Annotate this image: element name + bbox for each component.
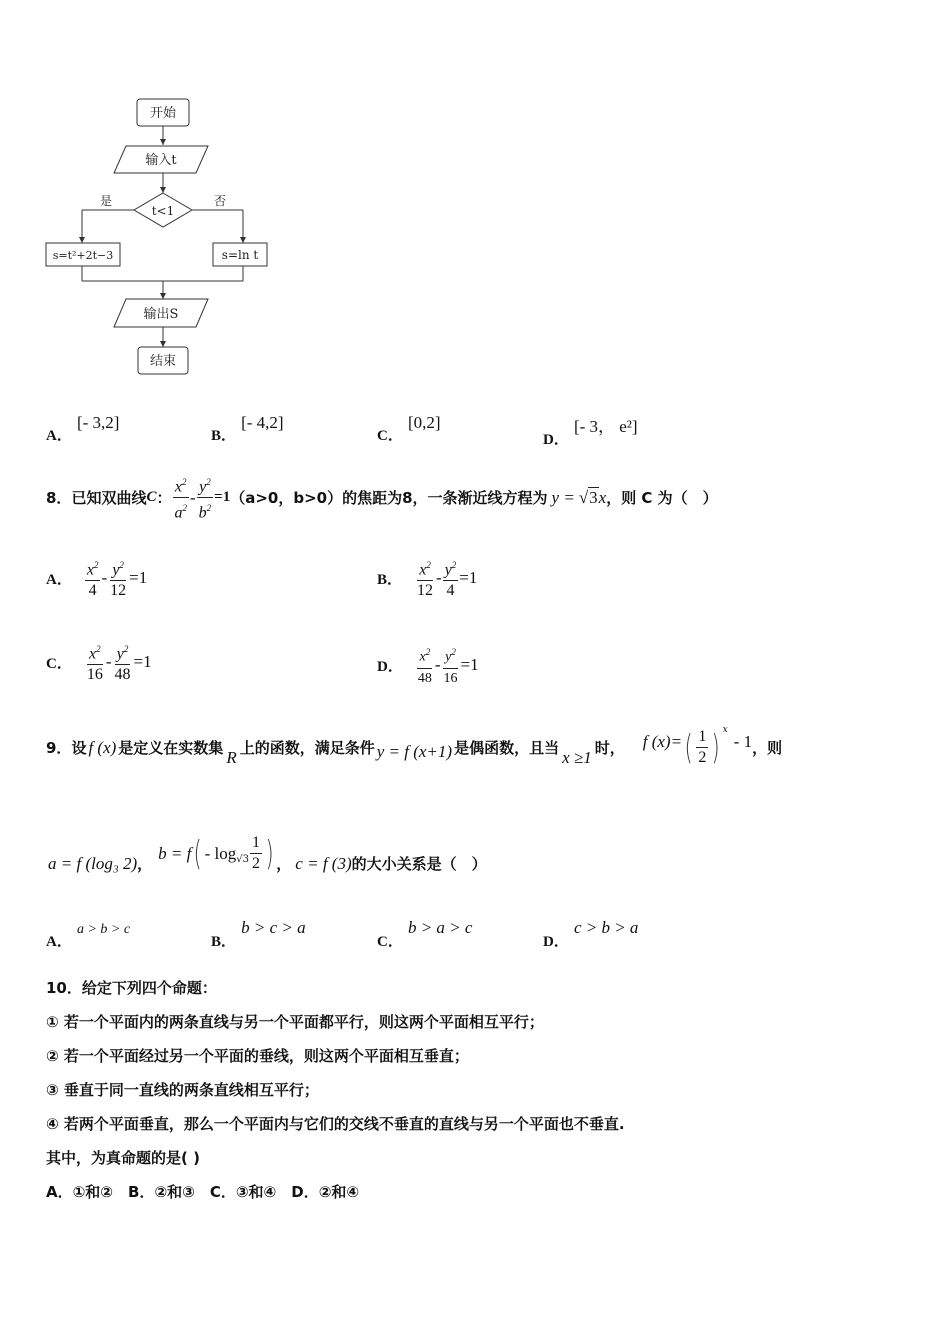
flowchart xyxy=(40,95,280,385)
option-label: C． xyxy=(46,655,72,672)
q9-text-3: 上的函数，满足条件 xyxy=(239,739,375,757)
q9-condition: y = f (x+1) xyxy=(376,741,453,761)
q8-asym-radicand: 3 xyxy=(589,488,598,508)
option-denominator-b: 48 xyxy=(114,666,131,684)
q8-text-pre: 已知双曲线 xyxy=(71,489,147,508)
q9-option-d xyxy=(543,917,639,950)
option-denominator-b: 4 xyxy=(446,582,455,600)
q9-a-def: a = f (log₃ 2) xyxy=(48,853,138,873)
option-label: B． xyxy=(211,934,237,950)
q9-text-5: 时， xyxy=(594,739,625,757)
q8-stem: 8． 已知双曲线 C ： $\frac{x^2}{a^2}$ - $\frac{y^2}{b^2}$ =1 （a>0，b>0）的焦距为8，一条渐近线方程为 y = √ 3 x ，则 C 为（ ） xyxy=(46,472,718,524)
q9-text-4: 是偶函数，且当 xyxy=(454,739,560,757)
q9-text-7: 的大小关系是（ ） xyxy=(351,855,487,873)
option-value: a > b > c xyxy=(76,922,131,937)
q8-eq-rhs: =1 xyxy=(214,489,231,506)
q8-conditions: （a>0，b>0）的焦距为8，一条渐近线方程为 xyxy=(230,489,548,508)
q9-stem-line2: a = f (log₃ 2) ， b = f ( - log $_{√3}$ $\frac{1}{2}$ ) ， c = f (3) 的大小关系是（ ） xyxy=(48,833,487,874)
q7-option-b xyxy=(211,412,284,444)
q7-option-c xyxy=(377,412,441,444)
q8-option-a: A． $\frac{x^2}{4}$ - $\frac{y^2}{12}$ =1 xyxy=(46,555,147,601)
q9-c-def: c = f (3) xyxy=(295,853,352,873)
option-value: [- 3， e²] xyxy=(573,417,638,436)
q9-option-c xyxy=(377,917,473,950)
flow-left-text: s=t²+2t−3 xyxy=(52,249,114,262)
q8-colon: ： xyxy=(156,489,172,508)
q9-def-num: 1 xyxy=(696,727,708,748)
option-label: B． xyxy=(377,571,403,588)
q9-stem-line1: 9． 设 f (x) 是定义在实数集 R 上的函数，满足条件 y = f (x+1) 是偶函数，且当 x ≥1 时， f (x)= ( $\frac{1}{2}$ ) $^x$ - 1 ，则 xyxy=(46,724,783,768)
option-denominator-a: 12 xyxy=(417,582,434,600)
option-value: [- 4,2] xyxy=(241,413,284,432)
q9-comma: ， xyxy=(276,855,292,873)
q9-b-sub: √3 xyxy=(236,854,250,865)
q8-asym-lhs: y = xyxy=(551,487,575,507)
q10-item-3: ③ 垂直于同一直线的两条直线相互平行； xyxy=(46,1081,319,1099)
q9-b-den: 2 xyxy=(252,855,261,872)
q7-option-d xyxy=(543,412,638,448)
flow-start-text: 开始 xyxy=(149,106,177,121)
q9-text-6: ，则 xyxy=(752,739,783,757)
option-label: D． xyxy=(377,658,403,675)
q9-text-2: 是定义在实数集 xyxy=(118,739,224,757)
q8-asym-x: x xyxy=(598,487,607,507)
q9-def-exp: x xyxy=(722,724,728,735)
q9-def-den: 2 xyxy=(698,749,707,766)
q10-title: 10．给定下列四个命题： xyxy=(46,979,217,997)
q8-frac-x: $\frac{x^2}{a^2}$ xyxy=(172,472,189,524)
q8-curve-name: C xyxy=(146,489,157,506)
option-label: C． xyxy=(377,934,403,950)
q9-R: R xyxy=(226,747,237,767)
q8-tail: ，则 C 为（ ） xyxy=(606,489,718,508)
flow-yes-text: 是 xyxy=(99,194,113,208)
q9-def-lhs: f (x)= xyxy=(642,731,683,751)
option-label: A． xyxy=(46,571,72,588)
q10-item-1: ① 若一个平面内的两条直线与另一个平面都平行，则这两个平面相互平行； xyxy=(46,1013,544,1031)
q9-fx: f (x) xyxy=(88,737,117,757)
flow-right-text: s=ln t xyxy=(221,248,259,262)
option-value: [0,2] xyxy=(407,413,441,432)
q10-question: 其中，为真命题的是( ) xyxy=(46,1149,200,1167)
flow-condition-text: t<1 xyxy=(151,204,175,218)
option-denominator-a: 48 xyxy=(417,670,432,686)
option-denominator-b: 12 xyxy=(110,582,127,600)
option-label: C． xyxy=(377,428,403,444)
option-denominator-a: 4 xyxy=(88,582,97,600)
option-denominator-b: 16 xyxy=(443,670,458,686)
q9-x-ge-1: x ≥1 xyxy=(562,747,592,767)
option-value: [- 3,2] xyxy=(76,413,120,432)
option-label: B． xyxy=(211,428,237,444)
q10-item-2: ② 若一个平面经过另一个平面的垂线，则这两个平面相互垂直； xyxy=(46,1047,469,1065)
option-label: A． xyxy=(46,428,72,444)
q10-answers: A．①和② B．②和③ C．③和④ D．②和④ xyxy=(46,1183,360,1201)
q8-number: 8． xyxy=(46,489,72,508)
flow-input-text: 输入t xyxy=(145,153,177,168)
q9-b-mid: - log xyxy=(204,843,237,863)
option-value: c > b > a xyxy=(573,918,639,937)
option-label: D． xyxy=(543,934,569,950)
option-value: b > a > c xyxy=(407,918,473,937)
option-label: A． xyxy=(46,934,72,950)
q9-comma: ， xyxy=(137,855,153,873)
q8-frac-y: $\frac{y^2}{b^2}$ xyxy=(197,472,214,524)
q8-option-c: C． $\frac{x^2}{16}$ - $\frac{y^2}{48}$ =1 xyxy=(46,639,152,685)
option-denominator-a: 16 xyxy=(86,666,103,684)
q9-option-b xyxy=(211,917,306,950)
flow-no-text: 否 xyxy=(213,194,227,208)
q9-b-pre: b = f xyxy=(158,843,192,863)
flow-end-text: 结束 xyxy=(149,354,177,369)
q9-text-1: 设 xyxy=(71,739,87,757)
q9-option-a xyxy=(46,917,131,950)
q10-item-4: ④ 若两个平面垂直，那么一个平面内与它们的交线不垂直的直线与另一个平面也不垂直. xyxy=(46,1115,625,1133)
q8-option-b: B． $\frac{x^2}{12}$ - $\frac{y^2}{4}$ =1 xyxy=(377,555,477,601)
option-value: b > c > a xyxy=(241,918,306,937)
q7-option-a xyxy=(46,412,120,444)
option-label: D． xyxy=(543,432,569,448)
flow-output-text: 输出S xyxy=(143,307,179,322)
q8-option-d: D． $\frac{x^2}{48}$ - $\frac{y^2}{16}$ =1 xyxy=(377,642,479,689)
q9-number: 9． xyxy=(46,739,72,757)
q9-def-tail: - 1 xyxy=(733,731,753,751)
q9-b-num: 1 xyxy=(250,833,262,854)
